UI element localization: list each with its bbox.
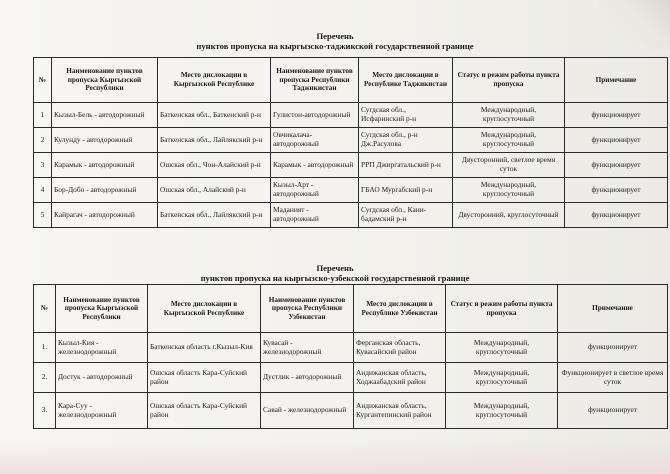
cell-status: Международный, круглосуточный — [453, 178, 565, 203]
cell-note: функционирует — [565, 103, 668, 128]
cell-status: Международный, круглосуточный — [446, 393, 558, 429]
table-row — [34, 103, 668, 128]
cell-uz-checkpoint: Дустлик - автодорожный — [261, 363, 354, 393]
header-status: Статус и режим работы пункта пропуска — [453, 58, 565, 103]
cell-uz-checkpoint: Кувасай - железнодорожный — [261, 333, 354, 363]
table-row — [34, 363, 668, 393]
table2-title-line1: Перечень — [316, 263, 354, 273]
cell-kg-location: Ошская область Кара-Суйский район — [148, 393, 261, 429]
cell-tj-location: Сугдская обл., р-н Дж.Расулова — [359, 128, 453, 153]
table2-title-line2: пунктов пропуска на кыргызско-узбекской государственной границе — [200, 273, 470, 283]
table1-title — [0, 31, 670, 51]
cell-uz-location: Андижанская область, Ходжаабадский район — [354, 363, 446, 393]
cell-kg-location: Баткенская область г.Кызыл-Кия — [148, 333, 261, 363]
cell-note: Функционирует в светлое время суток — [558, 363, 668, 393]
cell-kg-checkpoint: Достук - автодорожный — [56, 363, 148, 393]
cell-tj-checkpoint: Гулистон-автодорожный — [271, 103, 359, 128]
cell-kg-location: Ошская обл., Алайский р-н — [158, 178, 271, 203]
cell-kg-checkpoint: Кулунду - автодорожный — [52, 128, 158, 153]
cell-status: Международный, круглосуточный — [453, 103, 565, 128]
header-note: Примечание — [565, 58, 668, 103]
cell-status: Международный, круглосуточный — [446, 333, 558, 363]
table1-title-line1: Перечень — [316, 31, 354, 41]
cell-tj-location: Сугдская обл., Кани-бадамский р-н — [359, 203, 453, 228]
cell-kg-location: Ошская обл., Чон-Алайский р-н — [158, 153, 271, 178]
table-row — [34, 333, 668, 363]
cell-note: функционирует — [558, 393, 668, 429]
header-uz-checkpoint: Наименование пунктов пропуска Республики Узбекистан — [261, 285, 354, 333]
cell-kg-location: Баткенская обл., Лайлякский р-н — [158, 128, 271, 153]
cell-tj-location: РРП Джиргатальский р-н — [359, 153, 453, 178]
cell-tj-location: Сугдская обл., Исфаринский р-н — [359, 103, 453, 128]
table-row — [34, 178, 668, 203]
header-tj-checkpoint: Наименование пунктов пропуска Республики Таджикистан — [271, 58, 359, 103]
cell-note: функционирует — [565, 128, 668, 153]
cell-tj-checkpoint: Маданият - автодорожный — [271, 203, 359, 228]
bottom-stain — [0, 440, 670, 474]
table-header-row — [34, 58, 668, 103]
cell-status: Двусторонний, круглосуточный — [453, 203, 565, 228]
cell-uz-location: Андижанская область, Кургантепинский район — [354, 393, 446, 429]
cell-kg-location: Баткенская обл., Лайлякский р-н — [158, 203, 271, 228]
cell-status: Международный, круглосуточный — [446, 363, 558, 393]
header-kg-location: Место дислокации в Кыргызской Республике — [148, 285, 261, 333]
header-kg-location: Место дислокации в Кыргызской Республике — [158, 58, 271, 103]
kg-uz-checkpoints-table — [33, 284, 668, 429]
cell-status: Двусторонний, светлое время суток — [453, 153, 565, 178]
cell-note: функционирует — [565, 153, 668, 178]
cell-kg-checkpoint: Кызыл-Кия - железнодорожный — [56, 333, 148, 363]
table1-title-line2: пунктов пропуска на кыргызско-таджикской государственной границе — [196, 41, 474, 51]
cell-number: 2. — [34, 363, 56, 393]
cell-kg-location: Баткенская обл., Баткенский р-н — [158, 103, 271, 128]
table-row — [34, 203, 668, 228]
cell-number: 5 — [34, 203, 52, 228]
kg-tj-checkpoints-table — [33, 57, 668, 228]
cell-note: функционирует — [565, 203, 668, 228]
cell-number: 3. — [34, 393, 56, 429]
cell-tj-checkpoint: Овчикалача-автодорожный — [271, 128, 359, 153]
header-tj-location: Место дислокации в Республике Таджикистан — [359, 58, 453, 103]
cell-number: 3 — [34, 153, 52, 178]
cell-status: Международный, круглосуточный — [453, 128, 565, 153]
cell-kg-checkpoint: Кайрагач - автодорожный — [52, 203, 158, 228]
cell-number: 1. — [34, 333, 56, 363]
cell-number: 4 — [34, 178, 52, 203]
cell-tj-checkpoint: Карамык - автодорожный — [271, 153, 359, 178]
header-uz-location: Место дислокации в Республике Узбекистан — [354, 285, 446, 333]
header-number: № — [34, 58, 52, 103]
cell-number: 1 — [34, 103, 52, 128]
cell-uz-location: Ферганская область, Кувасайский район — [354, 333, 446, 363]
table-row — [34, 393, 668, 429]
cell-tj-checkpoint: Кызыл-Арт - автодорожный — [271, 178, 359, 203]
cell-kg-checkpoint: Бор-Добо - автодорожный — [52, 178, 158, 203]
cell-kg-checkpoint: Кара-Суу - железнодорожный — [56, 393, 148, 429]
header-number: № — [34, 285, 56, 333]
cell-number: 2 — [34, 128, 52, 153]
table-row — [34, 153, 668, 178]
table2-title — [0, 263, 670, 283]
header-status: Статус и режим работы пункта пропуска — [446, 285, 558, 333]
cell-tj-location: ГБАО Мургабский р-н — [359, 178, 453, 203]
cell-note: функционирует — [558, 333, 668, 363]
header-kg-checkpoint: Наименование пунктов пропуска Кыргызской Республики — [56, 285, 148, 333]
cell-kg-checkpoint: Кызыл-Бель - автодорожный — [52, 103, 158, 128]
table-header-row — [34, 285, 668, 333]
cell-uz-checkpoint: Савай - железнодорожный — [261, 393, 354, 429]
header-note: Примечание — [558, 285, 668, 333]
cell-note: функционирует — [565, 178, 668, 203]
cell-kg-location: Ошская область Кара-Суйский район — [148, 363, 261, 393]
cell-kg-checkpoint: Карамык - автодорожный — [52, 153, 158, 178]
table-row — [34, 128, 668, 153]
header-kg-checkpoint: Наименование пунктов пропуска Кыргызской Республики — [52, 58, 158, 103]
